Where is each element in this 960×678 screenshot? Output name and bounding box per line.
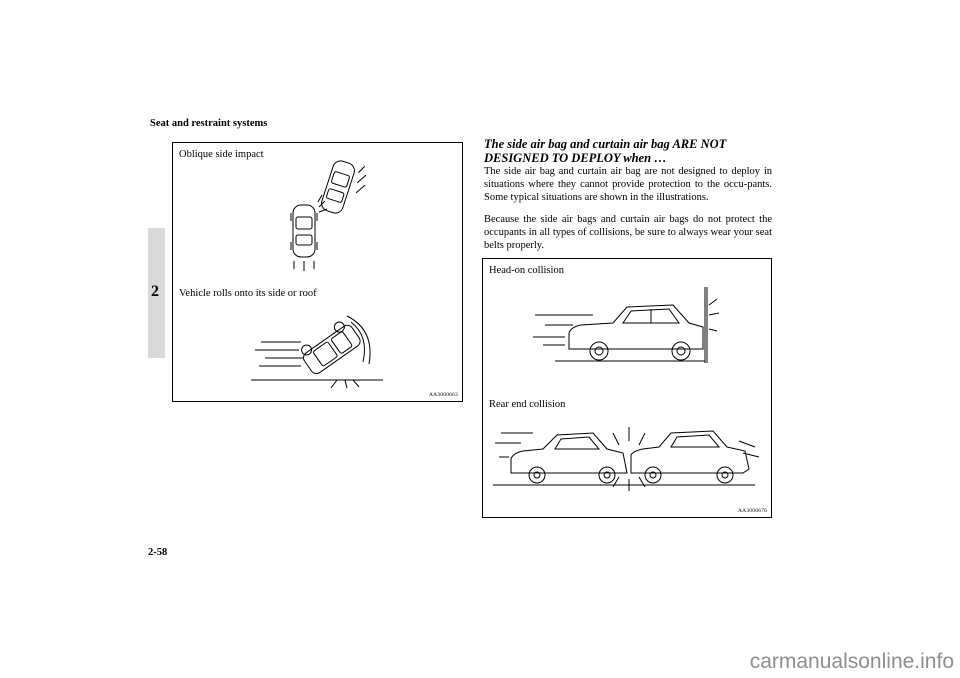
body-paragraph-1: The side air bag and curtain air bag are not designed to deploy in situations where they cannot provide protection to the occu-pants. Some typical situations are shown in the illustrations. <box>484 166 772 204</box>
rear-end-collision-caption: Rear end collision <box>489 399 566 410</box>
left-illustration-box <box>172 142 463 402</box>
rear-end-collision-illustration <box>493 423 765 493</box>
section-heading: The side air bag and curtain air bag ARE NOT DESIGNED TO DEPLOY when … <box>484 137 727 165</box>
head-on-collision-caption: Head-on collision <box>489 265 564 276</box>
chapter-number: 2 <box>151 283 159 300</box>
rollover-illustration <box>251 308 383 388</box>
left-figure-code: AA3000663 <box>429 392 458 398</box>
header-title: Seat and restraint systems <box>150 118 268 129</box>
head-on-collision-illustration <box>533 285 723 369</box>
oblique-side-impact-caption: Oblique side impact <box>179 149 264 160</box>
body-paragraph-2: Because the side air bags and curtain air bags do not protect the occupants in all types of collisions, be sure to always wear your seat belts properly. <box>484 214 772 252</box>
oblique-impact-illustration <box>283 157 373 272</box>
watermark-text[interactable]: carmanualsonline.info <box>749 650 954 673</box>
page-number: 2-58 <box>148 547 168 558</box>
rollover-caption: Vehicle rolls onto its side or roof <box>179 288 317 299</box>
right-illustration-box <box>482 258 772 518</box>
right-figure-code: AA3000676 <box>738 508 767 514</box>
